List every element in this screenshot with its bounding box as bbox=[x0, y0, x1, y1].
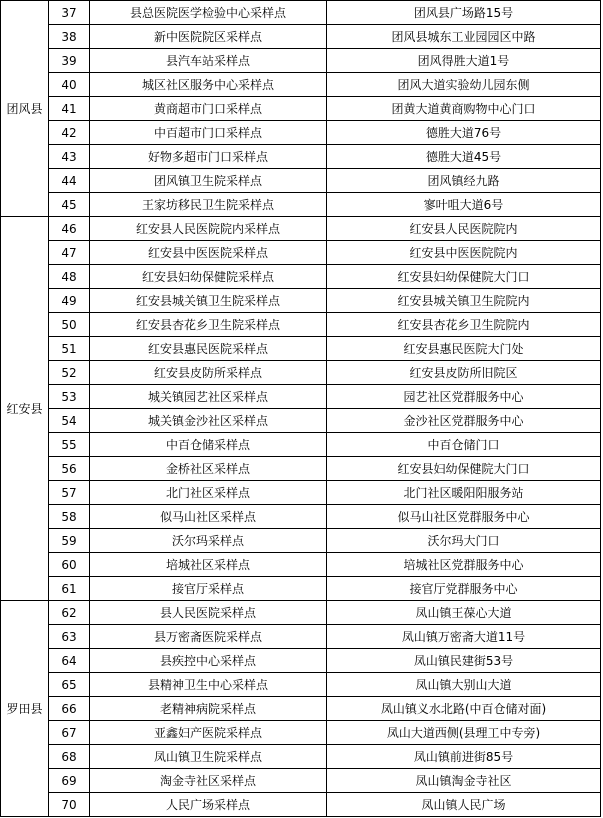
address-cell: 凤山镇前进街85号 bbox=[327, 745, 601, 769]
sampling-site-cell: 沃尔玛采样点 bbox=[90, 529, 327, 553]
row-number-cell: 51 bbox=[49, 337, 90, 361]
sampling-site-cell: 红安县皮防所采样点 bbox=[90, 361, 327, 385]
table-row bbox=[1, 577, 601, 601]
table-row bbox=[1, 289, 601, 313]
row-number-cell: 50 bbox=[49, 313, 90, 337]
sampling-site-cell: 金桥社区采样点 bbox=[90, 457, 327, 481]
table-row bbox=[1, 649, 601, 673]
row-number-cell: 57 bbox=[49, 481, 90, 505]
address-cell: 团黄大道黄商购物中心门口 bbox=[327, 97, 601, 121]
address-cell: 沃尔玛大门口 bbox=[327, 529, 601, 553]
sampling-site-cell: 黄商超市门口采样点 bbox=[90, 97, 327, 121]
sampling-site-cell: 县精神卫生中心采样点 bbox=[90, 673, 327, 697]
sampling-site-cell: 新中医院院区采样点 bbox=[90, 25, 327, 49]
table-row bbox=[1, 313, 601, 337]
address-cell: 培城社区党群服务中心 bbox=[327, 553, 601, 577]
address-cell: 红安县城关镇卫生院院内 bbox=[327, 289, 601, 313]
address-cell: 中百仓储门口 bbox=[327, 433, 601, 457]
table-row bbox=[1, 793, 601, 817]
address-cell: 红安县妇幼保健院大门口 bbox=[327, 265, 601, 289]
address-cell: 德胜大道45号 bbox=[327, 145, 601, 169]
address-cell: 凤山镇万密斋大道11号 bbox=[327, 625, 601, 649]
table-row bbox=[1, 265, 601, 289]
sampling-site-cell: 红安县杏花乡卫生院采样点 bbox=[90, 313, 327, 337]
sampling-site-cell: 县疾控中心采样点 bbox=[90, 649, 327, 673]
table-row bbox=[1, 169, 601, 193]
sampling-site-cell: 城关镇园艺社区采样点 bbox=[90, 385, 327, 409]
row-number-cell: 59 bbox=[49, 529, 90, 553]
sampling-site-cell: 城区社区服务中心采样点 bbox=[90, 73, 327, 97]
address-cell: 似马山社区党群服务中心 bbox=[327, 505, 601, 529]
table-row bbox=[1, 337, 601, 361]
row-number-cell: 53 bbox=[49, 385, 90, 409]
row-number-cell: 46 bbox=[49, 217, 90, 241]
address-cell: 团风镇经九路 bbox=[327, 169, 601, 193]
row-number-cell: 37 bbox=[49, 1, 90, 25]
table-row bbox=[1, 97, 601, 121]
address-cell: 红安县惠民医院大门处 bbox=[327, 337, 601, 361]
row-number-cell: 42 bbox=[49, 121, 90, 145]
sampling-site-cell: 亚鑫妇产医院采样点 bbox=[90, 721, 327, 745]
row-number-cell: 68 bbox=[49, 745, 90, 769]
address-cell: 红安县皮防所旧院区 bbox=[327, 361, 601, 385]
sampling-site-cell: 老精神病院采样点 bbox=[90, 697, 327, 721]
sampling-site-cell: 红安县城关镇卫生院采样点 bbox=[90, 289, 327, 313]
table-row bbox=[1, 673, 601, 697]
address-cell: 团风县城东工业园园区中路 bbox=[327, 25, 601, 49]
table-row bbox=[1, 697, 601, 721]
row-number-cell: 58 bbox=[49, 505, 90, 529]
table-row bbox=[1, 721, 601, 745]
table-row bbox=[1, 529, 601, 553]
table-body bbox=[1, 1, 601, 817]
sampling-site-cell: 县总医院医学检验中心采样点 bbox=[90, 1, 327, 25]
row-number-cell: 48 bbox=[49, 265, 90, 289]
row-number-cell: 61 bbox=[49, 577, 90, 601]
row-number-cell: 65 bbox=[49, 673, 90, 697]
row-number-cell: 69 bbox=[49, 769, 90, 793]
row-number-cell: 56 bbox=[49, 457, 90, 481]
table-row bbox=[1, 49, 601, 73]
address-cell: 团风大道实验幼儿园东侧 bbox=[327, 73, 601, 97]
address-cell: 凤山镇王葆心大道 bbox=[327, 601, 601, 625]
table-row bbox=[1, 769, 601, 793]
sampling-site-cell: 人民广场采样点 bbox=[90, 793, 327, 817]
table-row bbox=[1, 625, 601, 649]
row-number-cell: 54 bbox=[49, 409, 90, 433]
sampling-site-cell: 红安县人民医院院内采样点 bbox=[90, 217, 327, 241]
table-row bbox=[1, 601, 601, 625]
address-cell: 红安县杏花乡卫生院院内 bbox=[327, 313, 601, 337]
row-number-cell: 44 bbox=[49, 169, 90, 193]
row-number-cell: 62 bbox=[49, 601, 90, 625]
county-cell: 团风县 bbox=[1, 1, 49, 217]
table-row bbox=[1, 121, 601, 145]
sampling-site-cell: 好物多超市门口采样点 bbox=[90, 145, 327, 169]
table-row bbox=[1, 73, 601, 97]
address-cell: 接官厅党群服务中心 bbox=[327, 577, 601, 601]
table-row bbox=[1, 217, 601, 241]
table-row bbox=[1, 385, 601, 409]
address-cell: 凤山镇淘金寺社区 bbox=[327, 769, 601, 793]
row-number-cell: 60 bbox=[49, 553, 90, 577]
sampling-site-cell: 团风镇卫生院采样点 bbox=[90, 169, 327, 193]
address-cell: 凤山镇义水北路(中百仓储对面) bbox=[327, 697, 601, 721]
sampling-site-cell: 红安县中医医院采样点 bbox=[90, 241, 327, 265]
address-cell: 德胜大道76号 bbox=[327, 121, 601, 145]
address-cell: 凤山镇民建街53号 bbox=[327, 649, 601, 673]
row-number-cell: 64 bbox=[49, 649, 90, 673]
sampling-site-cell: 接官厅采样点 bbox=[90, 577, 327, 601]
county-cell: 罗田县 bbox=[1, 601, 49, 817]
sampling-site-cell: 凤山镇卫生院采样点 bbox=[90, 745, 327, 769]
county-cell: 红安县 bbox=[1, 217, 49, 601]
row-number-cell: 43 bbox=[49, 145, 90, 169]
address-cell: 寥叶咀大道6号 bbox=[327, 193, 601, 217]
table-row bbox=[1, 553, 601, 577]
sampling-site-cell: 北门社区采样点 bbox=[90, 481, 327, 505]
table-row bbox=[1, 481, 601, 505]
address-cell: 红安县人民医院院内 bbox=[327, 217, 601, 241]
row-number-cell: 70 bbox=[49, 793, 90, 817]
row-number-cell: 40 bbox=[49, 73, 90, 97]
row-number-cell: 45 bbox=[49, 193, 90, 217]
sampling-site-cell: 培城社区采样点 bbox=[90, 553, 327, 577]
sampling-site-cell: 中百超市门口采样点 bbox=[90, 121, 327, 145]
row-number-cell: 39 bbox=[49, 49, 90, 73]
address-cell: 凤山大道西侧(县理工中专旁) bbox=[327, 721, 601, 745]
table-row bbox=[1, 145, 601, 169]
sampling-site-cell: 红安县惠民医院采样点 bbox=[90, 337, 327, 361]
address-cell: 团风得胜大道1号 bbox=[327, 49, 601, 73]
address-cell: 园艺社区党群服务中心 bbox=[327, 385, 601, 409]
address-cell: 凤山镇大别山大道 bbox=[327, 673, 601, 697]
row-number-cell: 41 bbox=[49, 97, 90, 121]
address-cell: 凤山镇人民广场 bbox=[327, 793, 601, 817]
table-row bbox=[1, 361, 601, 385]
sampling-site-cell: 县汽车站采样点 bbox=[90, 49, 327, 73]
row-number-cell: 55 bbox=[49, 433, 90, 457]
row-number-cell: 63 bbox=[49, 625, 90, 649]
table-row bbox=[1, 193, 601, 217]
sampling-site-cell: 县人民医院采样点 bbox=[90, 601, 327, 625]
address-cell: 红安县妇幼保健院大门口 bbox=[327, 457, 601, 481]
table-row bbox=[1, 457, 601, 481]
address-cell: 红安县中医医院院内 bbox=[327, 241, 601, 265]
sampling-site-cell: 红安县妇幼保健院采样点 bbox=[90, 265, 327, 289]
sampling-site-cell: 淘金寺社区采样点 bbox=[90, 769, 327, 793]
sampling-site-cell: 中百仓储采样点 bbox=[90, 433, 327, 457]
table-row bbox=[1, 745, 601, 769]
address-cell: 金沙社区党群服务中心 bbox=[327, 409, 601, 433]
sampling-site-cell: 城关镇金沙社区采样点 bbox=[90, 409, 327, 433]
table-row bbox=[1, 409, 601, 433]
table-row bbox=[1, 505, 601, 529]
address-cell: 团风县广场路15号 bbox=[327, 1, 601, 25]
table-row bbox=[1, 433, 601, 457]
row-number-cell: 47 bbox=[49, 241, 90, 265]
table-row bbox=[1, 241, 601, 265]
row-number-cell: 66 bbox=[49, 697, 90, 721]
address-cell: 北门社区暖阳阳服务站 bbox=[327, 481, 601, 505]
sampling-site-cell: 县万密斋医院采样点 bbox=[90, 625, 327, 649]
row-number-cell: 52 bbox=[49, 361, 90, 385]
row-number-cell: 67 bbox=[49, 721, 90, 745]
sampling-site-cell: 似马山社区采样点 bbox=[90, 505, 327, 529]
row-number-cell: 38 bbox=[49, 25, 90, 49]
table-row bbox=[1, 25, 601, 49]
row-number-cell: 49 bbox=[49, 289, 90, 313]
table-row bbox=[1, 1, 601, 25]
sampling-site-cell: 王家坊移民卫生院采样点 bbox=[90, 193, 327, 217]
